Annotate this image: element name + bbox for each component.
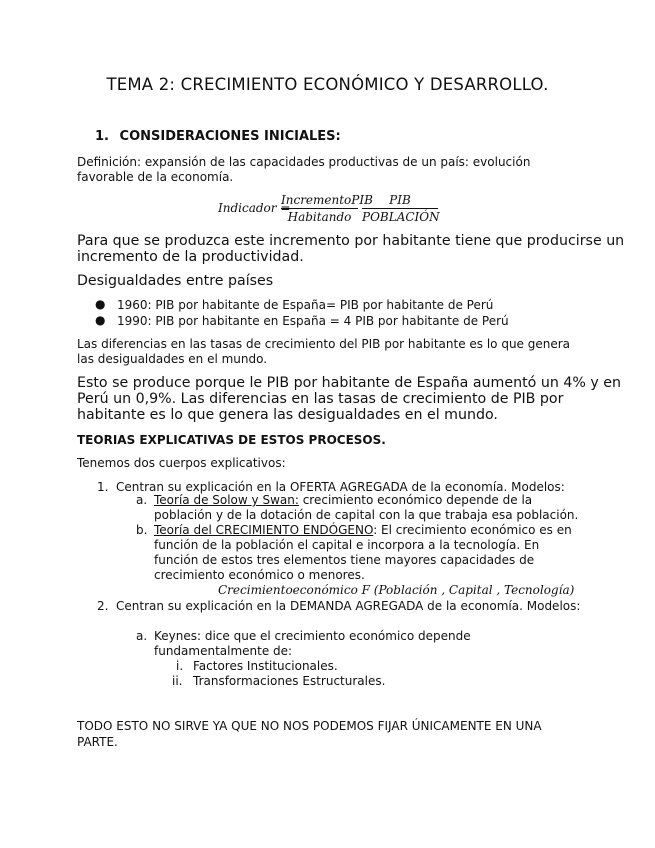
item-1b-line-1 (154, 523, 572, 539)
item-1b-line-3: función de estos tres elementos tiene mayores capacidades de (154, 553, 535, 567)
item-2a-line-1: Keynes: dice que el crecimiento económico depende (154, 629, 471, 643)
item-2a-line-2: fundamentalmente de: (154, 644, 293, 658)
formula-fraction-1 (281, 193, 373, 224)
paragraph-2-line-2: las desigualdades en el mundo. (77, 352, 268, 366)
item-1a-line-2: población y de la dotación de capital con la que trabaja esa población. (154, 508, 579, 522)
section-heading (95, 129, 341, 144)
item-1b-line-4: crecimiento económico o menores. (154, 568, 365, 582)
paragraph-1-line-2: incremento de la productividad. (77, 249, 304, 265)
section-heading-text: CONSIDERACIONES INICIALES: (119, 129, 341, 144)
definition-line-1: Definición: expansión de las capacidades productivas de un país: evolución (77, 155, 531, 169)
paragraph-1-line-1: Para que se produzca este incremento por habitante tiene que producirse un (77, 233, 625, 249)
roman-label: i. (176, 659, 184, 673)
paragraph-3-line-2: Perú un 0,9%. Las diferencias en las tasas de crecimiento de PIB por (77, 391, 564, 407)
item-2a-ii-text: Transformaciones Estructurales. (193, 674, 386, 688)
theories-intro: Tenemos dos cuerpos explicativos: (77, 456, 286, 470)
growth-formula: Crecimientoeconómico F (Población , Capital , Tecnología) (218, 583, 575, 597)
closing-line-2: PARTE. (77, 735, 118, 749)
sublist-label: b. (136, 523, 148, 537)
bullet-item (95, 297, 494, 312)
paragraph-3-line-3: habitante es lo que genera las desigualdades en el mundo. (77, 407, 498, 423)
definition-line-2: favorable de la economía. (77, 170, 234, 184)
item-1b-line-2: función de la población el capital e incorpora a la tecnología. En (154, 538, 540, 552)
item-1a-text: crecimiento económico depende de la (298, 493, 533, 507)
closing-line-1: TODO ESTO NO SIRVE YA QUE NO NOS PODEMOS FIJAR ÚNICAMENTE EN UNA (77, 719, 542, 733)
document-title: TEMA 2: CRECIMIENTO ECONÓMICO Y DESARROLLO. (106, 75, 549, 94)
roman-label: ii. (172, 674, 183, 688)
formula-frac1-denominator: Habitando (287, 210, 352, 224)
paragraph-2-line-1: Las diferencias en las tasas de crecimiento del PIB por habitante es lo que genera (77, 337, 571, 351)
solow-swan-title: Teoría de Solow y Swan: (154, 493, 299, 507)
item-1-text: Centran su explicación en la OFERTA AGREGADA de la economía. Modelos: (116, 480, 565, 494)
item-1a-line-1 (154, 493, 532, 509)
formula-frac2-numerator: PIB (362, 193, 438, 209)
bullet-item (95, 313, 509, 328)
list-number: 2. (97, 599, 109, 613)
formula-frac2-denominator: POBLACIÓN (362, 210, 440, 224)
formula-fraction-2 (362, 193, 438, 224)
bullet-icon: ● (95, 297, 106, 311)
bullet-text: 1960: PIB por habitante de España= PIB por habitante de Perú (117, 298, 494, 312)
sublist-label: a. (136, 493, 148, 507)
formula-frac1-numerator: IncrementoPIB (281, 193, 373, 207)
item-1b-text: : El crecimiento económico es en (373, 523, 572, 537)
bullet-icon: ● (95, 313, 106, 327)
endogenous-growth-title: Teoría del CRECIMIENTO ENDÓGENO (154, 523, 374, 537)
theories-heading: TEORIAS EXPLICATIVAS DE ESTOS PROCESOS. (77, 433, 386, 447)
item-2a-i-text: Factores Institucionales. (193, 659, 338, 673)
formula-lhs: Indicador = (218, 201, 291, 215)
section-number: 1. (95, 129, 109, 144)
item-2-text: Centran su explicación en la DEMANDA AGREGADA de la economía. Modelos: (116, 599, 581, 613)
sublist-label: a. (136, 629, 148, 643)
bullet-text: 1990: PIB por habitante en España = 4 PIB por habitante de Perú (117, 314, 509, 328)
paragraph-3-line-1: Esto se produce porque le PIB por habitante de España aumentó un 4% y en (77, 375, 621, 391)
list-number: 1. (97, 480, 109, 494)
inequality-heading: Desigualdades entre países (77, 273, 274, 289)
